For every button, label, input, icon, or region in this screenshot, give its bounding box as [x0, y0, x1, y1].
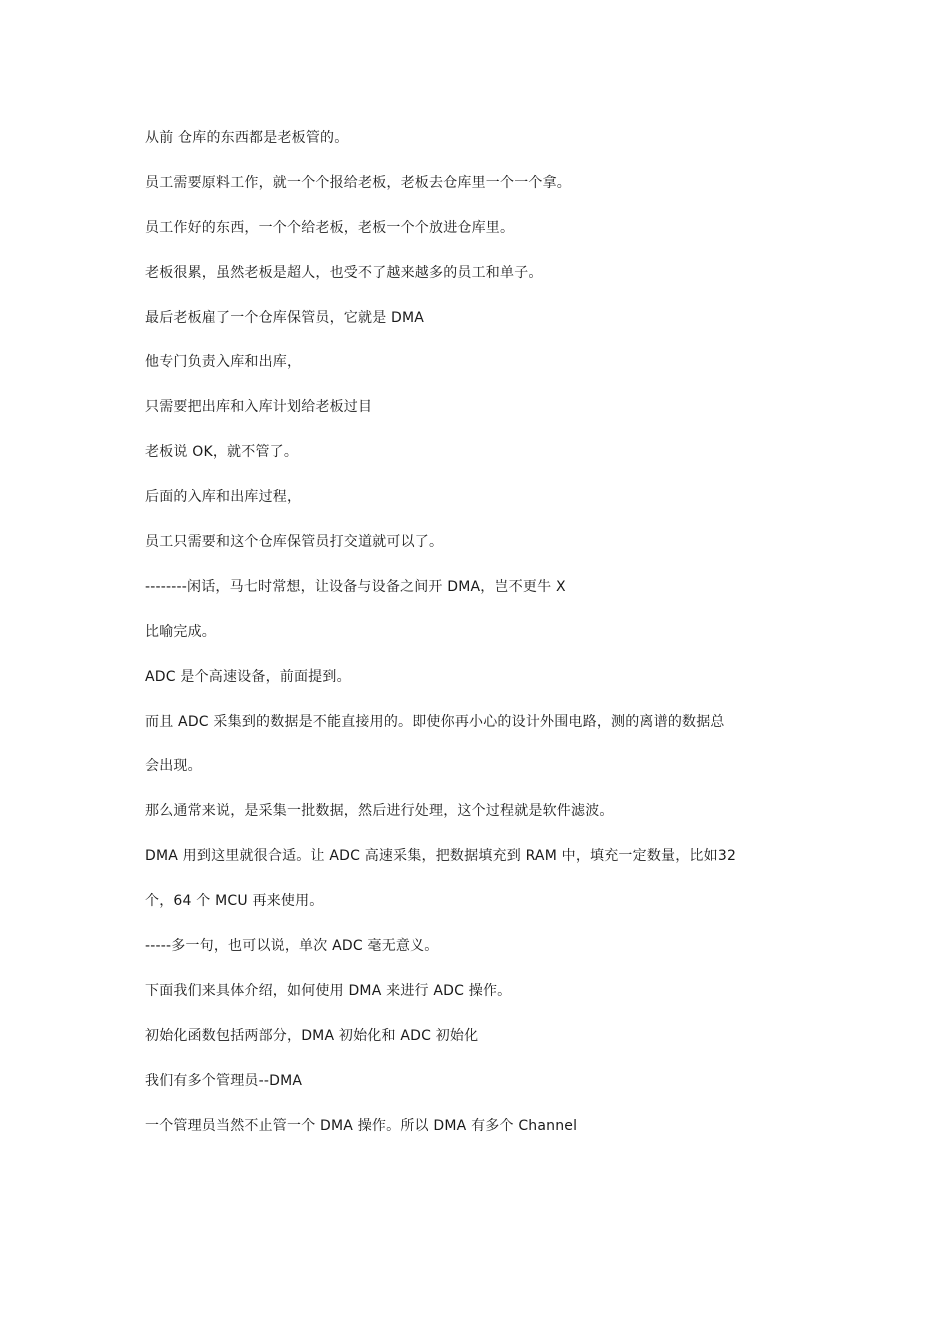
text-line: 后面的入库和出库过程，: [145, 489, 302, 506]
text-line: 员工需要原料工作，就一个个报给老板，老板去仓库里一个一个拿。: [145, 174, 571, 191]
text-line: 老板很累，虽然老板是超人，也受不了越来越多的员工和单子。: [145, 264, 543, 281]
text-line: ADC 是个高速设备，前面提到。: [145, 668, 351, 685]
text-line: 比喻完成。: [145, 623, 216, 640]
text-line: -----多一句，也可以说，单次 ADC 毫无意义。: [145, 938, 439, 955]
text-line: 个，64 个 MCU 再来使用。: [145, 893, 324, 910]
text-line: 从前 仓库的东西都是老板管的。: [145, 130, 349, 146]
text-line: 员工作好的东西，一个个给老板，老板一个个放进仓库里。: [145, 219, 515, 236]
text-line: 只需要把出库和入库计划给老板过目: [145, 399, 373, 416]
text-line: 会出现。: [145, 758, 202, 775]
text-line: 下面我们来具体介绍，如何使用 DMA 来进行 ADC 操作。: [145, 982, 512, 999]
text-line: DMA 用到这里就很合适。让 ADC 高速采集，把数据填充到 RAM 中，填充一定数量，比如32: [145, 848, 737, 865]
document-body: [145, 128, 825, 1160]
text-line: 而且 ADC 采集到的数据是不能直接用的。即使你再小心的设计外围电路，测的离谱的数据总: [145, 713, 725, 730]
text-line: 他专门负责入库和出库，: [145, 354, 302, 371]
text-line: 那么通常来说，是采集一批数据，然后进行处理，这个过程就是软件滤波。: [145, 803, 614, 820]
text-line: --------闲话，马七时常想，让设备与设备之间开 DMA，岂不更牛 X: [145, 578, 566, 595]
text-line: 最后老板雇了一个仓库保管员，它就是 DMA: [145, 309, 425, 326]
text-line: 员工只需要和这个仓库保管员打交道就可以了。: [145, 534, 444, 551]
text-line: 老板说 OK，就不管了。: [145, 444, 299, 461]
text-line: 初始化函数包括两部分，DMA 初始化和 ADC 初始化: [145, 1027, 479, 1044]
text-line: 我们有多个管理员--DMA: [145, 1072, 303, 1089]
text-line: 一个管理员当然不止管一个 DMA 操作。所以 DMA 有多个 Channel: [145, 1117, 578, 1134]
